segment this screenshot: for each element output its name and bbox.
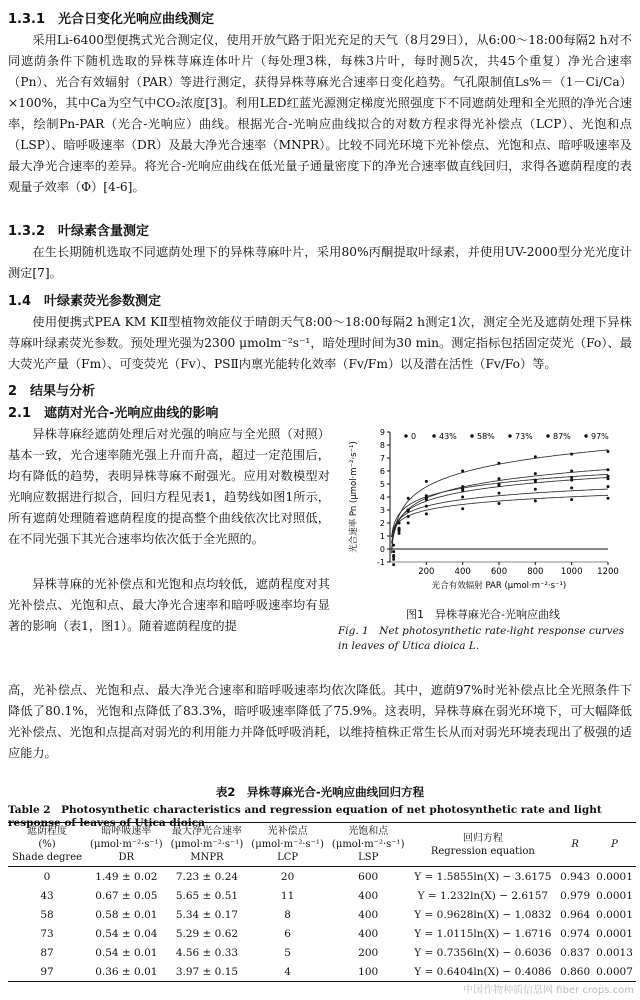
table-header-line: Shade degree	[11, 852, 83, 863]
table-cell: 5.29 ± 0.62	[175, 927, 239, 940]
table-cell: 8	[284, 908, 291, 921]
legend-label: 43%	[439, 432, 457, 441]
data-point	[407, 497, 410, 500]
data-point	[570, 479, 573, 482]
table-cell: 0.0013	[596, 946, 633, 959]
table-cell: 3.97 ± 0.15	[167, 962, 248, 982]
table-header-line: 暗呼吸速率	[101, 826, 152, 837]
table-cell: 400	[358, 908, 379, 921]
table-header-line: 回归方程	[462, 832, 503, 844]
fit-curve-43%	[392, 469, 609, 549]
table-caption-en: Table 2 Photosynthetic characteristics and regression equation of net photosynthetic rate and light response of leaves of Utica dioica	[8, 804, 602, 829]
table-header-cell	[593, 823, 636, 867]
table-header-line: MNPR	[190, 852, 224, 863]
table-cell: 0.979	[560, 889, 591, 902]
table-cell: 0.0001	[596, 889, 633, 902]
table-cell: 0.0007	[593, 962, 636, 982]
paragraph-chlorophyll-method: 在生长期随机选取不同遮荫处理下的异株荨麻叶片，采用80%丙酮提取叶绿素，并使用UV-2000型分光光度计测定[7]。	[8, 245, 632, 280]
x-tick-label: 400	[454, 567, 471, 577]
figure-caption-cn: 图1 异株荨麻光合-光响应曲线	[406, 608, 560, 621]
data-point	[407, 522, 410, 525]
table-header-cell	[86, 823, 167, 867]
y-tick-label: 7	[379, 454, 385, 463]
table-cell: 0	[43, 870, 51, 883]
table-row	[8, 924, 636, 943]
y-tick-label: 3	[379, 506, 385, 515]
data-point	[570, 476, 573, 479]
table-header-line: (%)	[38, 839, 56, 850]
paragraph-results-1: 异株荨麻经遮荫处理后对光强的响应与全光照（对照）基本一致，光合速率随光强上升而升高，超过一定范围后，均有降低的趋势，表明异株荨麻不耐强光。应用对数模型对光响应数据进行拟合，回归方程见表1，趋势线如图1所示，所有遮荫处理随着遮荫程度的提高整个曲线依次比对照低，在不同光强下其光合速率均依次低于全光照的。	[8, 427, 330, 546]
legend-label: 58%	[477, 432, 495, 441]
data-point	[607, 497, 610, 500]
data-point	[461, 470, 464, 473]
table-row	[8, 962, 636, 982]
table-cell: 200	[358, 946, 379, 959]
data-point	[461, 496, 464, 499]
section-heading-1-3-1: 1.3.1 光合日变化光响应曲线测定	[8, 12, 215, 27]
x-tick-label: 600	[490, 567, 508, 577]
table-cell: 5.34 ± 0.17	[175, 908, 239, 921]
legend-marker	[432, 434, 435, 437]
data-point	[392, 544, 395, 547]
table-cell: 87	[40, 946, 54, 959]
table-cell: 0.974	[560, 927, 591, 940]
data-point	[534, 499, 537, 502]
table-cell: 0.0001	[596, 870, 633, 883]
y-tick-label: 4	[379, 493, 385, 502]
legend-label: 97%	[591, 432, 609, 441]
data-point	[498, 477, 501, 480]
table-cell: 5.65 ± 0.51	[175, 889, 239, 902]
table-cell: 0.54 ± 0.01	[95, 946, 158, 959]
table-cell: Y = 1.0115ln(X) − 1.6716	[414, 927, 552, 940]
section-heading-2: 2 结果与分析	[8, 384, 96, 399]
data-point	[534, 480, 537, 483]
data-point	[607, 477, 610, 480]
table-cell: 6	[284, 927, 291, 940]
data-point	[570, 470, 573, 473]
table-header-line: LCP	[277, 852, 299, 863]
x-tick-label: 1200	[597, 567, 619, 577]
table-header-line: 光补偿点	[267, 826, 308, 837]
legend-marker	[404, 434, 407, 437]
table-cell: Y = 0.9628ln(X) − 1.0832	[414, 908, 552, 921]
data-point	[461, 489, 464, 492]
y-tick-label: -1	[377, 558, 385, 567]
data-point	[425, 512, 428, 515]
table-header-cell	[409, 823, 558, 867]
watermark: 中国作物种质信息网 fiber crops.com	[463, 985, 634, 996]
table-header-line: DR	[118, 852, 135, 863]
x-tick-label: 200	[418, 567, 435, 577]
table-cell: 0.964	[560, 908, 591, 921]
table-cell: 100	[328, 962, 409, 982]
table-cell: Y = 0.7356ln(X) − 0.6036	[414, 946, 552, 959]
data-point	[534, 472, 537, 475]
table-cell: Y = 1.232ln(X) − 2.6157	[417, 889, 549, 902]
table-cell: 5	[284, 946, 291, 959]
data-point	[392, 550, 395, 553]
y-tick-label: 1	[379, 532, 385, 541]
data-point	[425, 480, 428, 483]
table-cell: 600	[358, 870, 379, 883]
table-cell: 4	[247, 962, 328, 982]
table-header-line: (μmol·m⁻²·s⁻¹)	[90, 839, 163, 850]
regression-table	[8, 822, 636, 982]
data-point	[607, 485, 610, 488]
y-axis-label: 光合速率 Pn (μmol·m⁻²·s⁻¹)	[349, 441, 359, 553]
data-point	[498, 492, 501, 495]
legend-marker	[584, 434, 587, 437]
data-point	[407, 509, 410, 512]
table-cell: 73	[40, 927, 54, 940]
table-header-line: 遮荫程度	[27, 826, 67, 837]
table-cell: 400	[358, 927, 379, 940]
table-cell: 0.54 ± 0.04	[95, 927, 158, 940]
legend-marker	[546, 434, 549, 437]
data-point	[534, 488, 537, 491]
table-cell: 20	[280, 870, 295, 883]
table-header-cell	[8, 823, 86, 867]
paragraph-results-2a: 异株荨麻的光补偿点和光饱和点均较低，遮荫程度对其光补偿点、光饱和点、最大净光合速率和暗呼吸速率均有显著的影响（表1，图1）。随着遮荫程度的提	[8, 577, 330, 633]
table-row	[8, 905, 636, 924]
data-point	[534, 455, 537, 458]
legend-label: 0	[411, 432, 417, 441]
data-point	[392, 558, 395, 561]
table-header-line: R	[571, 839, 579, 850]
legend-label: 73%	[515, 432, 533, 441]
table-cell: 0.860	[557, 962, 593, 982]
table-header-line: (μmol·m⁻²·s⁻¹)	[170, 839, 244, 850]
y-tick-label: 8	[379, 441, 385, 450]
data-point	[498, 484, 501, 487]
data-point	[570, 498, 573, 501]
table-header-line: 光饱和点	[348, 826, 389, 837]
data-point	[425, 497, 428, 500]
table-header-cell	[328, 823, 409, 867]
data-point	[398, 528, 401, 531]
table-cell: Y = 0.6404ln(X) − 0.4086	[409, 962, 558, 982]
table-cell: 400	[358, 889, 379, 902]
data-point	[607, 450, 610, 453]
table-header-line: Regression equation	[430, 845, 535, 857]
y-tick-label: 5	[379, 480, 385, 489]
figure-caption-en: Fig. 1 Net photosynthetic rate-light response curves in leaves of Utica dioica L.	[338, 625, 625, 652]
y-tick-label: 2	[379, 519, 385, 528]
section-heading-2-1: 2.1 遮荫对光合-光响应曲线的影响	[8, 406, 219, 421]
table-header-cell	[247, 823, 328, 867]
table-caption-cn: 表2 异株荨麻光合-光响应曲线回归方程	[215, 785, 425, 799]
table-header-cell	[167, 823, 248, 867]
table-header-line: (μmol·m⁻²·s⁻¹)	[251, 839, 324, 850]
table-cell: Y = 1.5855ln(X) − 3.6175	[414, 870, 552, 883]
paragraph-fluorescence-method: 使用便携式PEA KM KⅡ型植物效能仪于晴朗天气8:00～18:00每隔2 h测定1次，测定全光及遮荫处理下异株荨麻叶绿素荧光参数。预处理光强为2300 μmolm⁻²s⁻¹，暗处理时间为30 min。测定指标包括固定荧光（Fo）、最大荧光产量（Fm）、可变荧光（Fv）、PSⅡ内禀光能转化效率（Fv/Fm）以及潜在活性（Fv/Fo）等。	[8, 315, 632, 371]
table-cell: 0.837	[560, 946, 591, 959]
y-tick-label: 9	[379, 428, 385, 437]
table-header-cell	[557, 823, 593, 867]
table-cell: 0.0001	[596, 927, 633, 940]
table-header-line: P	[611, 839, 618, 850]
data-point	[570, 486, 573, 489]
table-cell: 43	[40, 889, 54, 902]
y-tick-label: 6	[379, 467, 385, 476]
data-point	[398, 532, 401, 535]
data-point	[425, 505, 428, 508]
table-cell: 11	[280, 889, 295, 902]
x-tick-label: 1000	[560, 567, 583, 577]
table-header-line: 最大净光合速率	[171, 826, 242, 837]
table-cell: 97	[8, 962, 86, 982]
table-cell: 0.67 ± 0.05	[95, 889, 158, 902]
section-heading-1-4: 1.4 叶绿素荧光参数测定	[8, 294, 162, 309]
data-point	[461, 507, 464, 510]
table-row	[8, 943, 636, 962]
data-point	[570, 453, 573, 456]
legend-marker	[470, 434, 473, 437]
x-tick-label: 800	[527, 567, 544, 577]
table-cell: 58	[40, 908, 54, 921]
x-axis-label: 光合有效辐射 PAR (μmol·m⁻²·s⁻¹)	[431, 581, 567, 591]
data-point	[498, 502, 501, 505]
table-cell: 0.36 ± 0.01	[86, 962, 167, 982]
paragraph-photosynthesis-method: 采用Li-6400型便携式光合测定仪，使用开放气路于阳光充足的天气（8月29日），从6:00～18:00每隔2 h对不同遮荫条件下随机选取的异株荨麻连体叶片（每处理3株，每株3片叶，每时测5次，共45个重复）净光合速率（Pn）、光合有效辐射（PAR）等进行测定，获得异株荨麻光合速率日变化趋势。气孔限制值Ls%＝（1－Ci/Ca）×100%，其中Ca为空气中CO₂浓度[3]。利用LED红蓝光源测定梯度光照强度下不同遮荫处理和全光照的净光合速率，绘制Pn-PAR（光合-光响应）曲线。根据光合-光响应曲线拟合的对数方程求得光补偿点（LCP）、光饱和点（LSP）、暗呼吸速率（DR）及最大净光合速率（MNPR）。比较不同光环境下光补偿点、光饱和点、暗呼吸速率及最大净光合速率的差异。将光合-光响应曲线在低光量子通量密度下的净光合速率做直线回归，求得各遮荫程度的表观量子效率（Φ）[4-6]。	[8, 33, 632, 194]
table-header-line: LSP	[358, 852, 379, 863]
table-row	[8, 886, 636, 905]
paragraph-results-2b: 高，光补偿点、光饱和点、最大净光合速率和暗呼吸速率均依次降低。其中，遮荫97%时光补偿点比全光照条件下降低了80.1%，光饱和点降低了83.3%，暗呼吸速率降低了75.9%。这表明，异株荨麻在弱光环境下，可大幅降低光补偿点、光饱和点提高对弱光的利用能力并降低呼吸消耗，以维持植株正常生长从而对弱光环境表现出了极强的适应能力。	[8, 683, 632, 760]
y-tick-label: 0	[379, 545, 385, 554]
table-header-line: (μmol·m⁻²·s⁻¹)	[331, 839, 405, 850]
fit-curve-87%	[392, 489, 609, 537]
table-row	[8, 867, 636, 887]
table-header-row	[8, 823, 636, 867]
table-cell: 0.58 ± 0.01	[95, 908, 158, 921]
table-cell: 1.49 ± 0.02	[95, 870, 158, 883]
section-heading-1-3-2: 1.3.2 叶绿素含量测定	[8, 224, 150, 239]
data-point	[392, 554, 395, 557]
legend-label: 87%	[553, 432, 571, 441]
table-cell: 7.23 ± 0.24	[175, 870, 239, 883]
legend-marker	[508, 434, 511, 437]
data-point	[607, 468, 610, 471]
table-cell: 0.943	[560, 870, 591, 883]
table-cell: 0.0001	[596, 908, 633, 921]
data-point	[498, 462, 501, 465]
table-cell: 4.56 ± 0.33	[175, 946, 239, 959]
data-point	[392, 563, 395, 566]
